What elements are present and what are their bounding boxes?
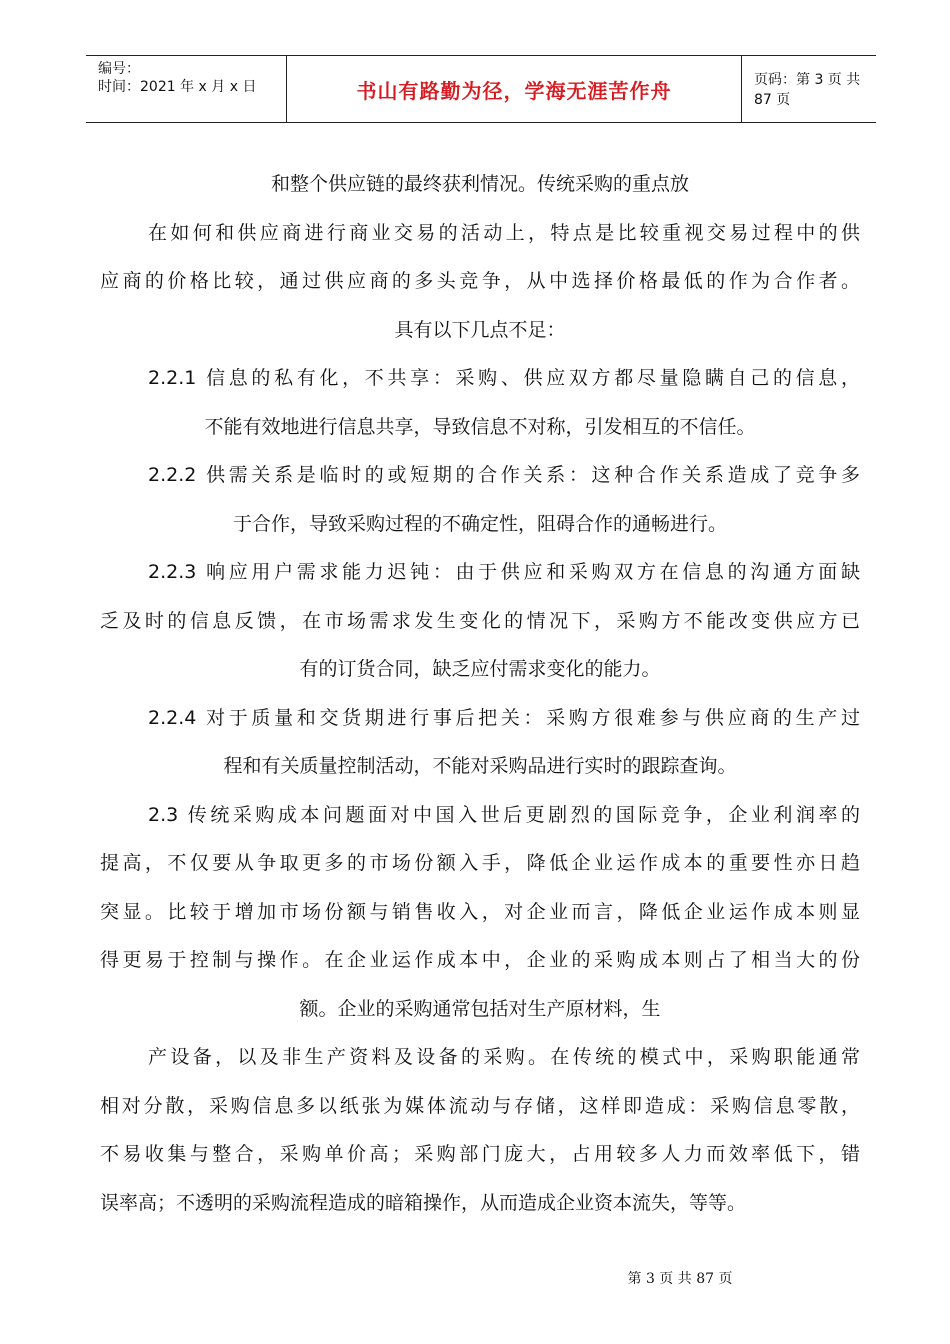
section-number: 2.3 bbox=[148, 803, 179, 826]
section-2-3-line bbox=[100, 791, 860, 840]
paragraph-line: 乏及时的信息反馈，在市场需求发生变化的情况下，采购方不能改变供应方已 bbox=[100, 609, 860, 632]
section-2-2-3-line bbox=[100, 548, 860, 597]
section-2-2-2-line bbox=[100, 451, 860, 500]
section-number: 2.2.1 bbox=[148, 367, 197, 389]
section-2-2-1-line bbox=[100, 354, 860, 403]
paragraph-line: 额。企业的采购通常包括对生产原材料，生 bbox=[299, 997, 661, 1020]
page-header bbox=[86, 55, 876, 123]
paragraph-line: 在如何和供应商进行商业交易的活动上，特点是比较重视交易过程中的供 bbox=[148, 221, 860, 244]
paragraph-line: 提高，不仅要从争取更多的市场份额入手，降低企业运作成本的重要性亦日趋 bbox=[100, 852, 860, 874]
paragraph-line: 和整个供应链的最终获利情况。传统采购的重点放 bbox=[270, 173, 689, 195]
section-number: 2.2.4 bbox=[148, 706, 197, 729]
header-motto: 书山有路勤为径，学海无涯苦作舟 bbox=[286, 56, 742, 122]
paragraph-line: 程和有关质量控制活动，不能对采购品进行实时的跟踪查询。 bbox=[223, 755, 737, 777]
document-body bbox=[100, 160, 860, 1227]
paragraph-line: 应商的价格比较，通过供应商的多头竞争，从中选择价格最低的作为合作者。 bbox=[100, 270, 860, 292]
document-date-label: 时间：2021 年 x 月 x 日 bbox=[98, 79, 257, 95]
paragraph-line: 于合作，导致采购过程的不确定性，阻碍合作的通畅进行。 bbox=[232, 512, 727, 535]
paragraph-line: 突显。比较于增加市场份额与销售收入，对企业而言，降低企业运作成本则显 bbox=[100, 900, 860, 923]
paragraph-line: 误率高；不透明的采购流程造成的暗箱操作，从而造成企业资本流失，等等。 bbox=[100, 1191, 747, 1214]
document-number-label: 编号： bbox=[98, 61, 140, 77]
paragraph-line: 具有以下几点不足： bbox=[394, 318, 566, 341]
paragraph-line: 产设备，以及非生产资料及设备的采购。在传统的模式中，采购职能通常 bbox=[148, 1046, 860, 1068]
paragraph-text: 供需关系是临时的或短期的合作关系：这种合作关系造成了竞争多 bbox=[206, 464, 860, 486]
paragraph-line: 不易收集与整合，采购单价高；采购部门庞大，占用较多人力而效率低下，错 bbox=[100, 1143, 860, 1165]
paragraph-line: 有的订货合同，缺乏应付需求变化的能力。 bbox=[299, 658, 661, 680]
section-number: 2.2.3 bbox=[148, 561, 197, 583]
header-page-indicator: 页码：第 3 页 共 87 页 bbox=[754, 72, 861, 108]
paragraph-text: 传统采购成本问题面对中国入世后更剧烈的国际竞争，企业利润率的 bbox=[187, 803, 860, 826]
paragraph-line: 相对分散，采购信息多以纸张为媒体流动与存储，这样即造成：采购信息零散， bbox=[100, 1094, 860, 1117]
page-footer: 第 3 页 共 87 页 bbox=[627, 1271, 733, 1287]
header-meta bbox=[86, 56, 286, 122]
section-2-2-4-line bbox=[100, 694, 860, 743]
paragraph-line: 不能有效地进行信息共享，导致信息不对称，引发相互的不信任。 bbox=[204, 415, 756, 438]
paragraph-line: 得更易于控制与操作。在企业运作成本中，企业的采购成本则占了相当大的份 bbox=[100, 949, 860, 971]
section-number: 2.2.2 bbox=[148, 464, 197, 486]
paragraph-text: 信息的私有化，不共享：采购、供应双方都尽量隐瞒自己的信息， bbox=[206, 367, 860, 389]
paragraph-text: 响应用户需求能力迟钝：由于供应和采购双方在信息的沟通方面缺 bbox=[206, 561, 860, 583]
paragraph-text: 对于质量和交货期进行事后把关：采购方很难参与供应商的生产过 bbox=[206, 706, 860, 729]
